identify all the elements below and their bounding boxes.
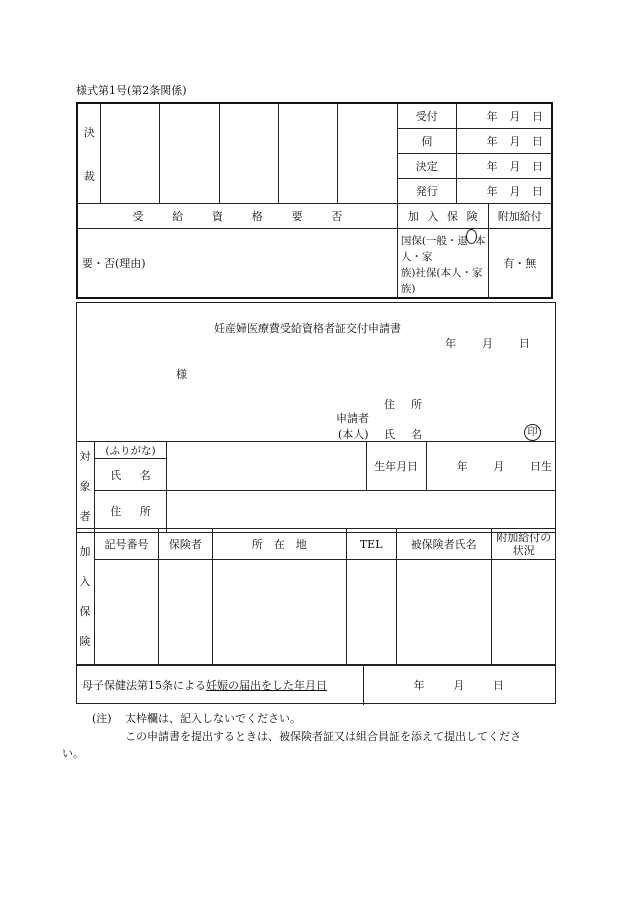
applicant-name-label: 氏 名	[384, 428, 422, 441]
birthdate-label: 生年月日	[366, 442, 426, 491]
pregnancy-label: 母子保健法第15条による妊娠の届出をした年月日	[76, 665, 363, 706]
note-label: (注)	[92, 712, 112, 725]
approval-table	[76, 102, 553, 299]
approval-side-label: 決 裁	[77, 103, 101, 204]
application-date[interactable]: 年 月 日	[445, 337, 530, 350]
seal-icon: 印	[524, 424, 541, 441]
applicant-label: 申請者	[336, 412, 369, 425]
target-address-field[interactable]	[166, 490, 556, 532]
col-tel: TEL	[346, 529, 396, 560]
approval-stamp-cell[interactable]	[219, 103, 279, 204]
addressee-suffix: 様	[176, 368, 187, 381]
row-label-inquiry: 伺	[397, 129, 456, 154]
approval-stamp-cell[interactable]	[101, 103, 160, 204]
insurance-side-label: 加 入 保 険	[76, 529, 95, 666]
pregnancy-table	[76, 664, 556, 705]
insurance-cell[interactable]	[158, 560, 212, 666]
target-side-label: 対 象 者	[76, 442, 95, 533]
target-name-label: 氏 名	[95, 459, 167, 490]
applicant-address-label: 住 所	[384, 398, 422, 411]
approval-stamp-cell[interactable]	[279, 103, 338, 204]
target-person-table	[76, 441, 556, 533]
col-extra-benefit: 附加給付の状況	[491, 529, 556, 560]
insurance-cell[interactable]	[396, 560, 491, 666]
approval-stamp-cell[interactable]	[338, 103, 398, 204]
row-label-issue: 発行	[397, 179, 456, 204]
form-title: 妊産婦医療費受給資格者証交付申請書	[214, 322, 401, 335]
birthdate-field[interactable]: 年 月 日生	[426, 442, 556, 491]
target-name-field[interactable]	[166, 442, 366, 491]
date-issue[interactable]: 年 月 日	[456, 179, 552, 204]
approval-stamp-cell[interactable]	[160, 103, 220, 204]
insurance-cell[interactable]	[95, 560, 159, 666]
note-1: 太枠欄は、記入しないでください。	[125, 712, 301, 725]
date-received[interactable]: 年 月 日	[456, 103, 552, 129]
col-symbol-number: 記号番号	[95, 529, 159, 560]
insurance-cell[interactable]	[346, 560, 396, 666]
insurance-type-value[interactable]: 国保(一般・退 本人・家 族)社保(本人・家族)	[397, 229, 488, 299]
insurance-cell[interactable]	[212, 560, 346, 666]
extra-benefit-value[interactable]: 有・無	[488, 229, 552, 299]
applicant-self-label: (本人)	[338, 428, 369, 441]
insurance-header: 加 入 保 険	[397, 204, 488, 229]
col-insured-name: 被保険者氏名	[396, 529, 491, 560]
pregnancy-date-field[interactable]: 年 月 日	[363, 665, 556, 706]
note-3: い。	[62, 747, 84, 760]
date-inquiry[interactable]: 年 月 日	[456, 129, 552, 154]
col-insurer: 保険者	[158, 529, 212, 560]
date-decision[interactable]: 年 月 日	[456, 154, 552, 179]
target-address-label: 住 所	[95, 490, 167, 532]
furigana-label: (ふりがな)	[95, 442, 167, 459]
col-location: 所 在 地	[212, 529, 346, 560]
insurance-table	[76, 528, 556, 666]
extra-benefit-header: 附加給付	[488, 204, 552, 229]
row-label-decision: 決定	[397, 154, 456, 179]
eligibility-header: 受 給 資 格 要 否	[77, 204, 397, 229]
form-number-header: 様式第1号(第2条関係)	[76, 84, 187, 97]
insurance-cell[interactable]	[491, 560, 556, 666]
note-2: この申請書を提出するときは、被保険者証又は組合員証を添えて提出してくださ	[125, 730, 521, 743]
eligibility-value[interactable]: 要・否(理由)	[77, 229, 397, 299]
row-label-received: 受付	[397, 103, 456, 129]
